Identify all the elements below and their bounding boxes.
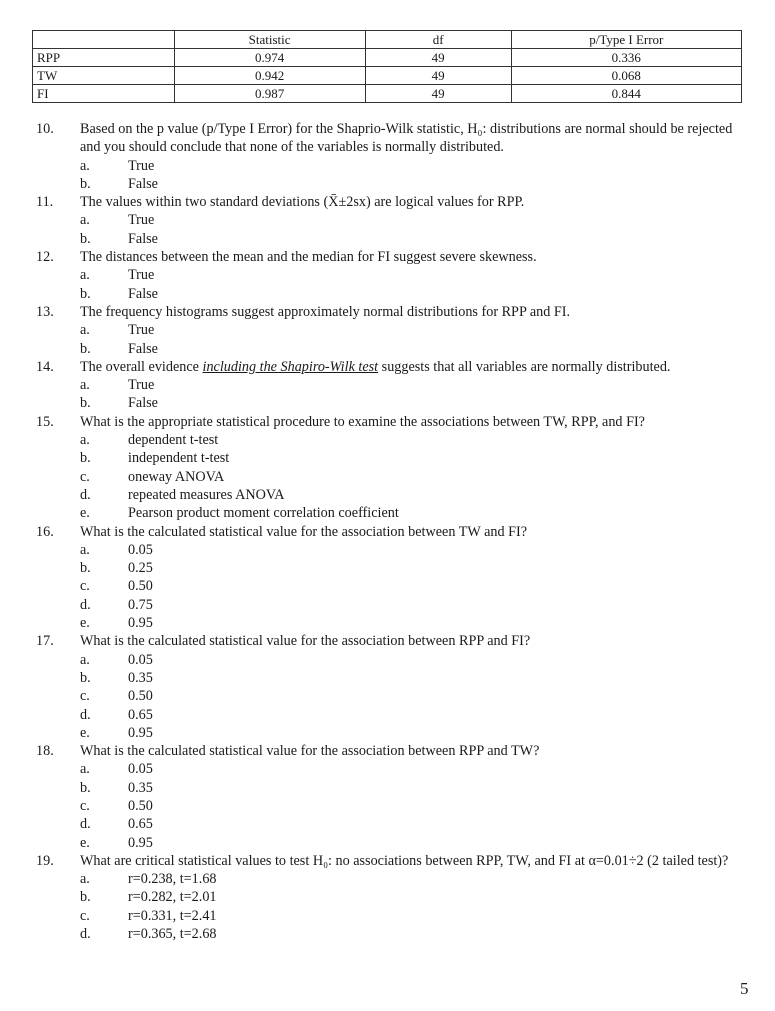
table-row	[33, 85, 742, 103]
question-text: What is the calculated statistical value for the association between RPP and TW?	[80, 743, 540, 760]
option-text: 0.95	[128, 834, 153, 851]
question-11	[36, 193, 756, 248]
option-letter: b.	[80, 395, 91, 412]
option-text: 0.95	[128, 724, 153, 741]
option-text: True	[128, 267, 155, 284]
answer-option[interactable]	[36, 431, 756, 449]
answer-option[interactable]	[36, 724, 756, 742]
answer-option[interactable]	[36, 266, 756, 284]
option-text: True	[128, 157, 155, 174]
p-value-cell: 0.336	[511, 49, 741, 67]
option-text: 0.50	[128, 578, 153, 595]
question-19	[36, 852, 756, 943]
question-text: Based on the p value (p/Type I Error) for the Shaprio-Wilk statistic, H₀: distributions are normal should be rejected and you should conclude that none of the variables is normally distributed.	[80, 121, 733, 156]
option-text: 0.65	[128, 816, 153, 833]
answer-option[interactable]	[36, 706, 756, 724]
answer-option[interactable]	[36, 815, 756, 833]
option-letter: c.	[80, 578, 90, 595]
option-text: r=0.365, t=2.68	[128, 926, 217, 943]
question-number: 10.	[36, 121, 54, 137]
answer-option[interactable]	[36, 285, 756, 303]
question-list	[36, 120, 756, 943]
table-header-cell: Statistic	[174, 31, 365, 49]
option-text: 0.65	[128, 706, 153, 723]
option-letter: a.	[80, 541, 90, 558]
option-letter: e.	[80, 505, 90, 522]
question-text-part: The overall evidence	[80, 358, 203, 375]
answer-option[interactable]	[36, 504, 756, 522]
question-text: What is the calculated statistical value for the association between TW and FI?	[80, 523, 528, 540]
option-text: dependent t-test	[128, 432, 219, 449]
option-letter: b.	[80, 560, 91, 577]
option-text: r=0.238, t=1.68	[128, 871, 217, 888]
question-number: 17.	[36, 633, 54, 650]
option-letter: a.	[80, 377, 90, 394]
question-10	[36, 120, 756, 193]
answer-option[interactable]	[36, 468, 756, 486]
option-text: 0.75	[128, 596, 153, 613]
option-letter: a.	[80, 761, 90, 778]
answer-option[interactable]	[36, 157, 756, 175]
option-letter: d.	[80, 816, 91, 833]
option-text: False	[128, 395, 158, 412]
option-letter: a.	[80, 267, 90, 284]
option-letter: e.	[80, 834, 90, 851]
option-text: 0.05	[128, 761, 153, 778]
answer-option[interactable]	[36, 779, 756, 797]
answer-option[interactable]	[36, 376, 756, 394]
option-letter: a.	[80, 651, 90, 668]
table-header-cell	[33, 31, 175, 49]
option-letter: d.	[80, 486, 91, 503]
row-label: FI	[33, 85, 175, 103]
option-letter: c.	[80, 797, 90, 814]
question-text: The distances between the mean and the median for FI suggest severe skewness.	[80, 249, 537, 266]
question-number: 16.	[36, 523, 54, 540]
p-value-cell: 0.844	[511, 85, 741, 103]
question-number: 14.	[36, 358, 54, 375]
option-letter: c.	[80, 688, 90, 705]
answer-option[interactable]	[36, 175, 756, 193]
p-value-cell: 0.068	[511, 67, 741, 85]
question-text	[80, 358, 756, 376]
option-text: True	[128, 212, 155, 229]
option-text: oneway ANOVA	[128, 468, 225, 485]
answer-option[interactable]	[36, 340, 756, 358]
row-label: RPP	[33, 49, 175, 67]
option-text: independent t-test	[128, 450, 230, 467]
emphasized-phrase: including the Shapiro-Wilk test	[202, 358, 379, 375]
question-number: 11.	[36, 194, 54, 211]
option-text: 0.50	[128, 688, 153, 705]
question-number: 12.	[36, 249, 54, 266]
table-row	[33, 67, 742, 85]
option-letter: d.	[80, 596, 91, 613]
answer-option[interactable]	[36, 596, 756, 614]
statistic-cell: 0.942	[174, 67, 365, 85]
option-letter: a.	[80, 157, 90, 174]
option-text: 0.35	[128, 779, 153, 796]
question-12	[36, 248, 756, 303]
answer-option[interactable]	[36, 614, 756, 632]
option-text: 0.95	[128, 615, 153, 632]
question-16	[36, 523, 756, 633]
option-letter: c.	[80, 468, 90, 485]
answer-option[interactable]	[36, 907, 756, 925]
question-15	[36, 413, 756, 523]
option-letter: d.	[80, 706, 91, 723]
answer-option[interactable]	[36, 577, 756, 595]
df-cell: 49	[365, 49, 511, 67]
question-number: 19.	[36, 852, 54, 869]
question-14	[36, 358, 756, 413]
answer-option[interactable]	[36, 486, 756, 504]
option-letter: d.	[80, 926, 91, 943]
option-text: False	[128, 175, 158, 192]
option-letter: b.	[80, 285, 91, 302]
option-letter: e.	[80, 615, 90, 632]
option-text: 0.05	[128, 541, 153, 558]
question-text: The values within two standard deviations (X̄±2sx) are logical values for RPP.	[80, 194, 525, 211]
answer-option[interactable]	[36, 449, 756, 467]
answer-option[interactable]	[36, 925, 756, 943]
answer-option[interactable]	[36, 888, 756, 906]
question-18	[36, 742, 756, 852]
question-text: What are critical statistical values to test H₀: no associations between RPP, TW, and FI at α=0.01÷2 (2 tailed test)?	[80, 852, 729, 869]
option-text: 0.25	[128, 560, 153, 577]
question-text: The frequency histograms suggest approximately normal distributions for RPP and FI.	[80, 303, 571, 320]
question-number: 18.	[36, 743, 54, 760]
answer-option[interactable]	[36, 760, 756, 778]
option-text: False	[128, 285, 158, 302]
option-text: repeated measures ANOVA	[128, 486, 285, 503]
table-row	[33, 49, 742, 67]
question-13	[36, 303, 756, 358]
answer-option[interactable]	[36, 687, 756, 705]
question-17	[36, 632, 756, 742]
option-letter: a.	[80, 322, 90, 339]
answer-option[interactable]	[36, 230, 756, 248]
option-letter: b.	[80, 230, 91, 247]
option-letter: b.	[80, 340, 91, 357]
statistic-cell: 0.974	[174, 49, 365, 67]
option-letter: a.	[80, 212, 90, 229]
answer-option[interactable]	[36, 394, 756, 412]
row-label: TW	[33, 67, 175, 85]
table-header-cell: p/Type I Error	[511, 31, 741, 49]
option-letter: b.	[80, 669, 91, 686]
table-header-row	[33, 31, 742, 49]
page-number: 5	[740, 979, 749, 998]
df-cell: 49	[365, 67, 511, 85]
answer-option[interactable]	[36, 834, 756, 852]
question-text-part: suggests that all variables are normally distributed.	[378, 358, 671, 375]
answer-option[interactable]	[36, 669, 756, 687]
option-text: True	[128, 377, 155, 394]
answer-option[interactable]	[36, 797, 756, 815]
option-letter: a.	[80, 432, 90, 449]
table-header-cell: df	[365, 31, 511, 49]
option-letter: b.	[80, 779, 91, 796]
shapiro-wilk-table	[32, 30, 742, 103]
option-letter: e.	[80, 724, 90, 741]
answer-option[interactable]	[36, 870, 756, 888]
option-text: r=0.282, t=2.01	[128, 889, 217, 906]
answer-option[interactable]	[36, 321, 756, 339]
option-letter: c.	[80, 907, 90, 924]
option-text: r=0.331, t=2.41	[128, 907, 217, 924]
statistic-cell: 0.987	[174, 85, 365, 103]
question-text: What is the appropriate statistical procedure to examine the associations between TW, RPP, and FI?	[80, 413, 645, 430]
option-letter: b.	[80, 889, 91, 906]
df-cell: 49	[365, 85, 511, 103]
option-text: 0.05	[128, 651, 153, 668]
answer-option[interactable]	[36, 651, 756, 669]
option-text: False	[128, 230, 158, 247]
answer-option[interactable]	[36, 211, 756, 229]
option-text: True	[128, 322, 155, 339]
option-text: 0.50	[128, 797, 153, 814]
option-text: Pearson product moment correlation coefficient	[128, 505, 399, 522]
option-text: False	[128, 340, 158, 357]
question-number: 13.	[36, 303, 54, 320]
option-text: 0.35	[128, 669, 153, 686]
option-letter: b.	[80, 450, 91, 467]
option-letter: a.	[80, 871, 90, 888]
answer-option[interactable]	[36, 541, 756, 559]
option-letter: b.	[80, 175, 91, 192]
question-number: 15.	[36, 413, 54, 430]
question-text: What is the calculated statistical value for the association between RPP and FI?	[80, 633, 531, 650]
answer-option[interactable]	[36, 559, 756, 577]
